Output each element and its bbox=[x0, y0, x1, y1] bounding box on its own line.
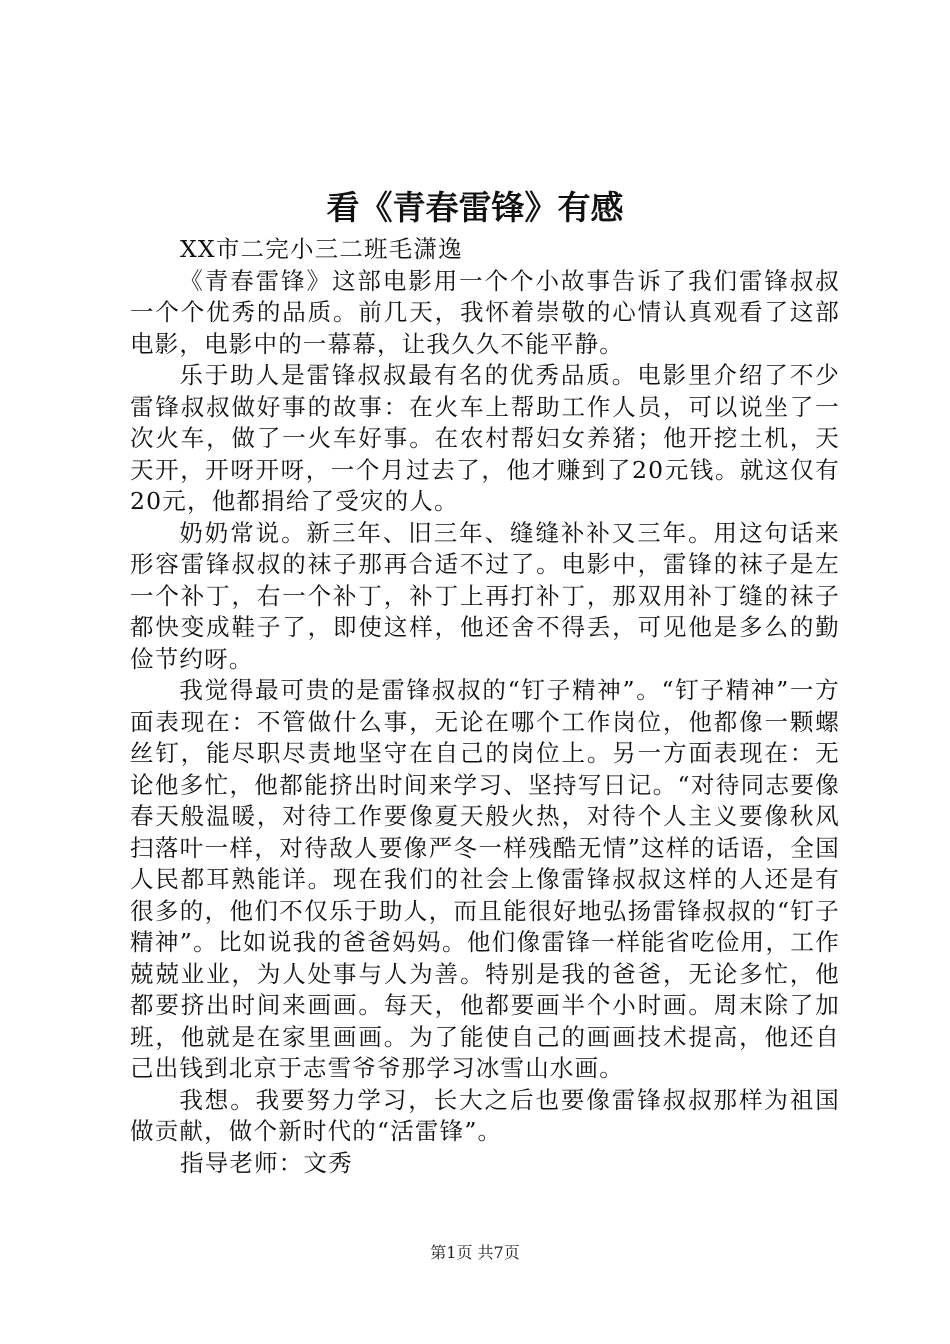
paragraph-2: 乐于助人是雷锋叔叔最有名的优秀品质。电影里介绍了不少雷锋叔叔做好事的故事：在火车上帮助工作人员，可以说坐了一次火车，做了一火车好事。在农村帮妇女养猪；他开挖土机，天天开，开呀开呀，一个月过去了，他才赚到了20元钱。就这仅有20元，他都捐给了受灾的人。 bbox=[130, 361, 840, 515]
document-title: 看《青春雷锋》有感 bbox=[326, 188, 624, 227]
paragraph-4: 我觉得最可贵的是雷锋叔叔的“钉子精神”。“钉子精神”一方面表现在：不管做什么事，无论在哪个工作岗位，他都像一颗螺丝钉，能尽职尽责地坚守在自己的岗位上。另一方面表现在：无论他多忙，他都能挤出时间来学习、坚持写日记。“对待同志要像春天般温暖，对待工作要像夏天般火热，对待个人主义要像秋风扫落叶一样，对待敌人要像严冬一样残酷无情”这样的话语，全国人民都耳熟能详。现在我们的社会上像雷锋叔叔这样的人还是有很多的，他们不仅乐于助人，而且能很好地弘扬雷锋叔叔的“钉子精神”。比如说我的爸爸妈妈。他们像雷锋一样能省吃俭用，工作兢兢业业，为人处事与人为善。特别是我的爸爸，无论多忙，他都要挤出时间来画画。每天，他都要画半个小时画。周末除了加班，他就是在家里画画。为了能使自己的画画技术提高，他还自己出钱到北京于志雪爷爷那学习冰雪山水画。 bbox=[130, 676, 840, 1082]
author-byline: XX市二完小三二班毛潇逸 bbox=[180, 235, 463, 263]
paragraph-3: 奶奶常说。新三年、旧三年、缝缝补补又三年。用这句话来形容雷锋叔叔的袜子那再合适不过了。电影中，雷锋的袜子是左一个补丁，右一个补丁，补丁上再打补丁，那双用补丁缝的袜子都快变成鞋子了，即使这样，他还舍不得丢，可见他是多么的勤俭节约呀。 bbox=[130, 518, 840, 673]
paragraph-5: 我想。我要努力学习，长大之后也要像雷锋叔叔那样为祖国做贡献，做个新时代的“活雷锋”。 bbox=[130, 1085, 840, 1145]
page-footer: 第1页 共7页 bbox=[430, 1243, 520, 1262]
paragraph-1: 《青春雷锋》这部电影用一个个小故事告诉了我们雷锋叔叔一个个优秀的品质。前几天，我怀着崇敬的心情认真观看了这部电影，电影中的一幕幕，让我久久不能平静。 bbox=[130, 266, 840, 358]
document-body bbox=[130, 234, 840, 1179]
teacher-credit: 指导老师：文秀 bbox=[180, 1148, 353, 1177]
